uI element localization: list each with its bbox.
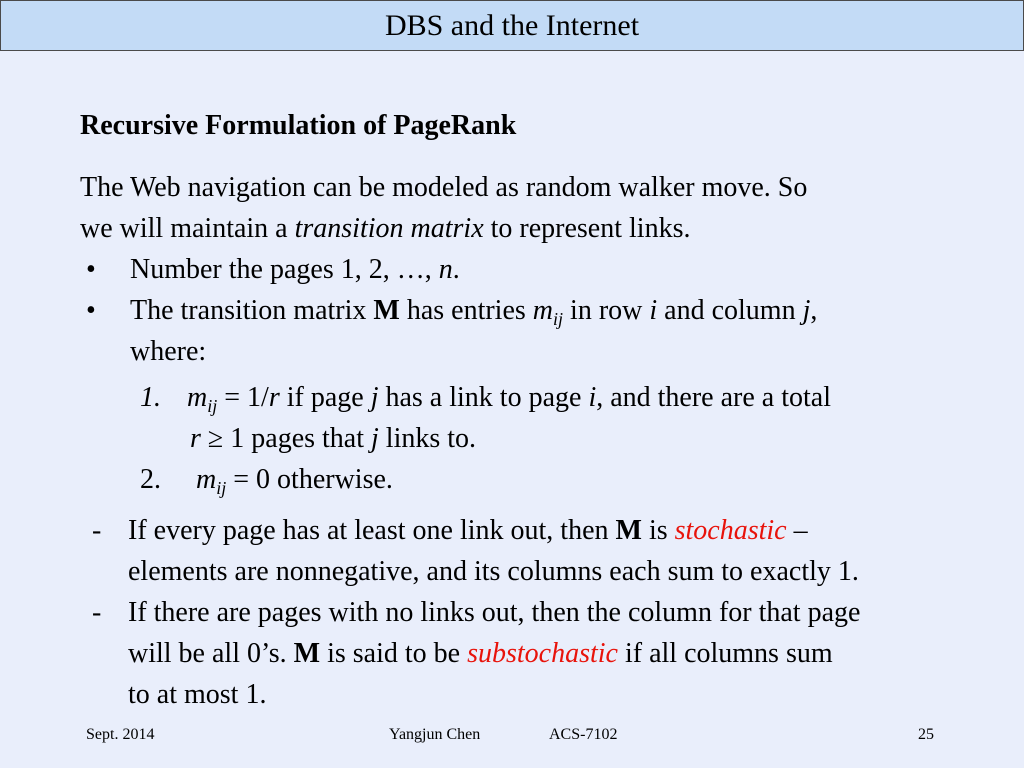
numbered-marker-2: 2. [140, 464, 161, 495]
footer-page-number: 25 [918, 726, 934, 743]
dash-item-2: If there are pages with no links out, then the column for that page [128, 597, 861, 628]
dash-item-2-cont-2: to at most 1. [128, 679, 267, 710]
numbered-marker-1: 1. [140, 382, 161, 413]
stochastic-term: stochastic [674, 515, 787, 546]
bullet-marker-2: • [86, 295, 96, 326]
slide-title: DBS and the Internet [384, 8, 640, 42]
footer-date: Sept. 2014 [86, 726, 155, 743]
dash-item-1-cont: elements are nonnegative, and its columns each sum to exactly 1. [128, 556, 859, 587]
slide-title-bar [0, 0, 1024, 51]
numbered-item-2: $m_{ij} = 0$ otherwise. [196, 464, 393, 498]
intro-line-1: The Web navigation can be modeled as random walker move. So [80, 172, 808, 203]
section-heading: Recursive Formulation of PageRank [80, 110, 517, 141]
dash-item-2-cont-1: will be all 0’s. M is said to be substochastic if all columns sum [128, 638, 833, 669]
footer-course: ACS-7102 [549, 726, 618, 743]
footer-author: Yangjun Chen [389, 726, 481, 743]
dash-item-1: If every page has at least one link out, then M is stochastic – [128, 515, 808, 546]
bullet-item-2-cont: where: [130, 336, 207, 367]
intro-line-2: we will maintain a transition matrix to represent links. [80, 213, 691, 244]
bullet-item-1: Number the pages 1, 2, …, n. [130, 254, 460, 285]
bullet-marker-1: • [86, 254, 96, 285]
numbered-item-1-cont: r ≥ 1 pages that j links to. [190, 423, 477, 454]
dash-marker-1: - [92, 515, 102, 546]
dash-marker-2: - [92, 597, 102, 628]
numbered-item-1: $m_{ij} = 1/r$ if page j has a link to page i, and there are a total [187, 382, 831, 416]
bullet-item-2: The transition matrix M has entries $m_{ij}$ in row i and column j, [130, 295, 818, 329]
substochastic-term: substochastic [467, 638, 618, 669]
